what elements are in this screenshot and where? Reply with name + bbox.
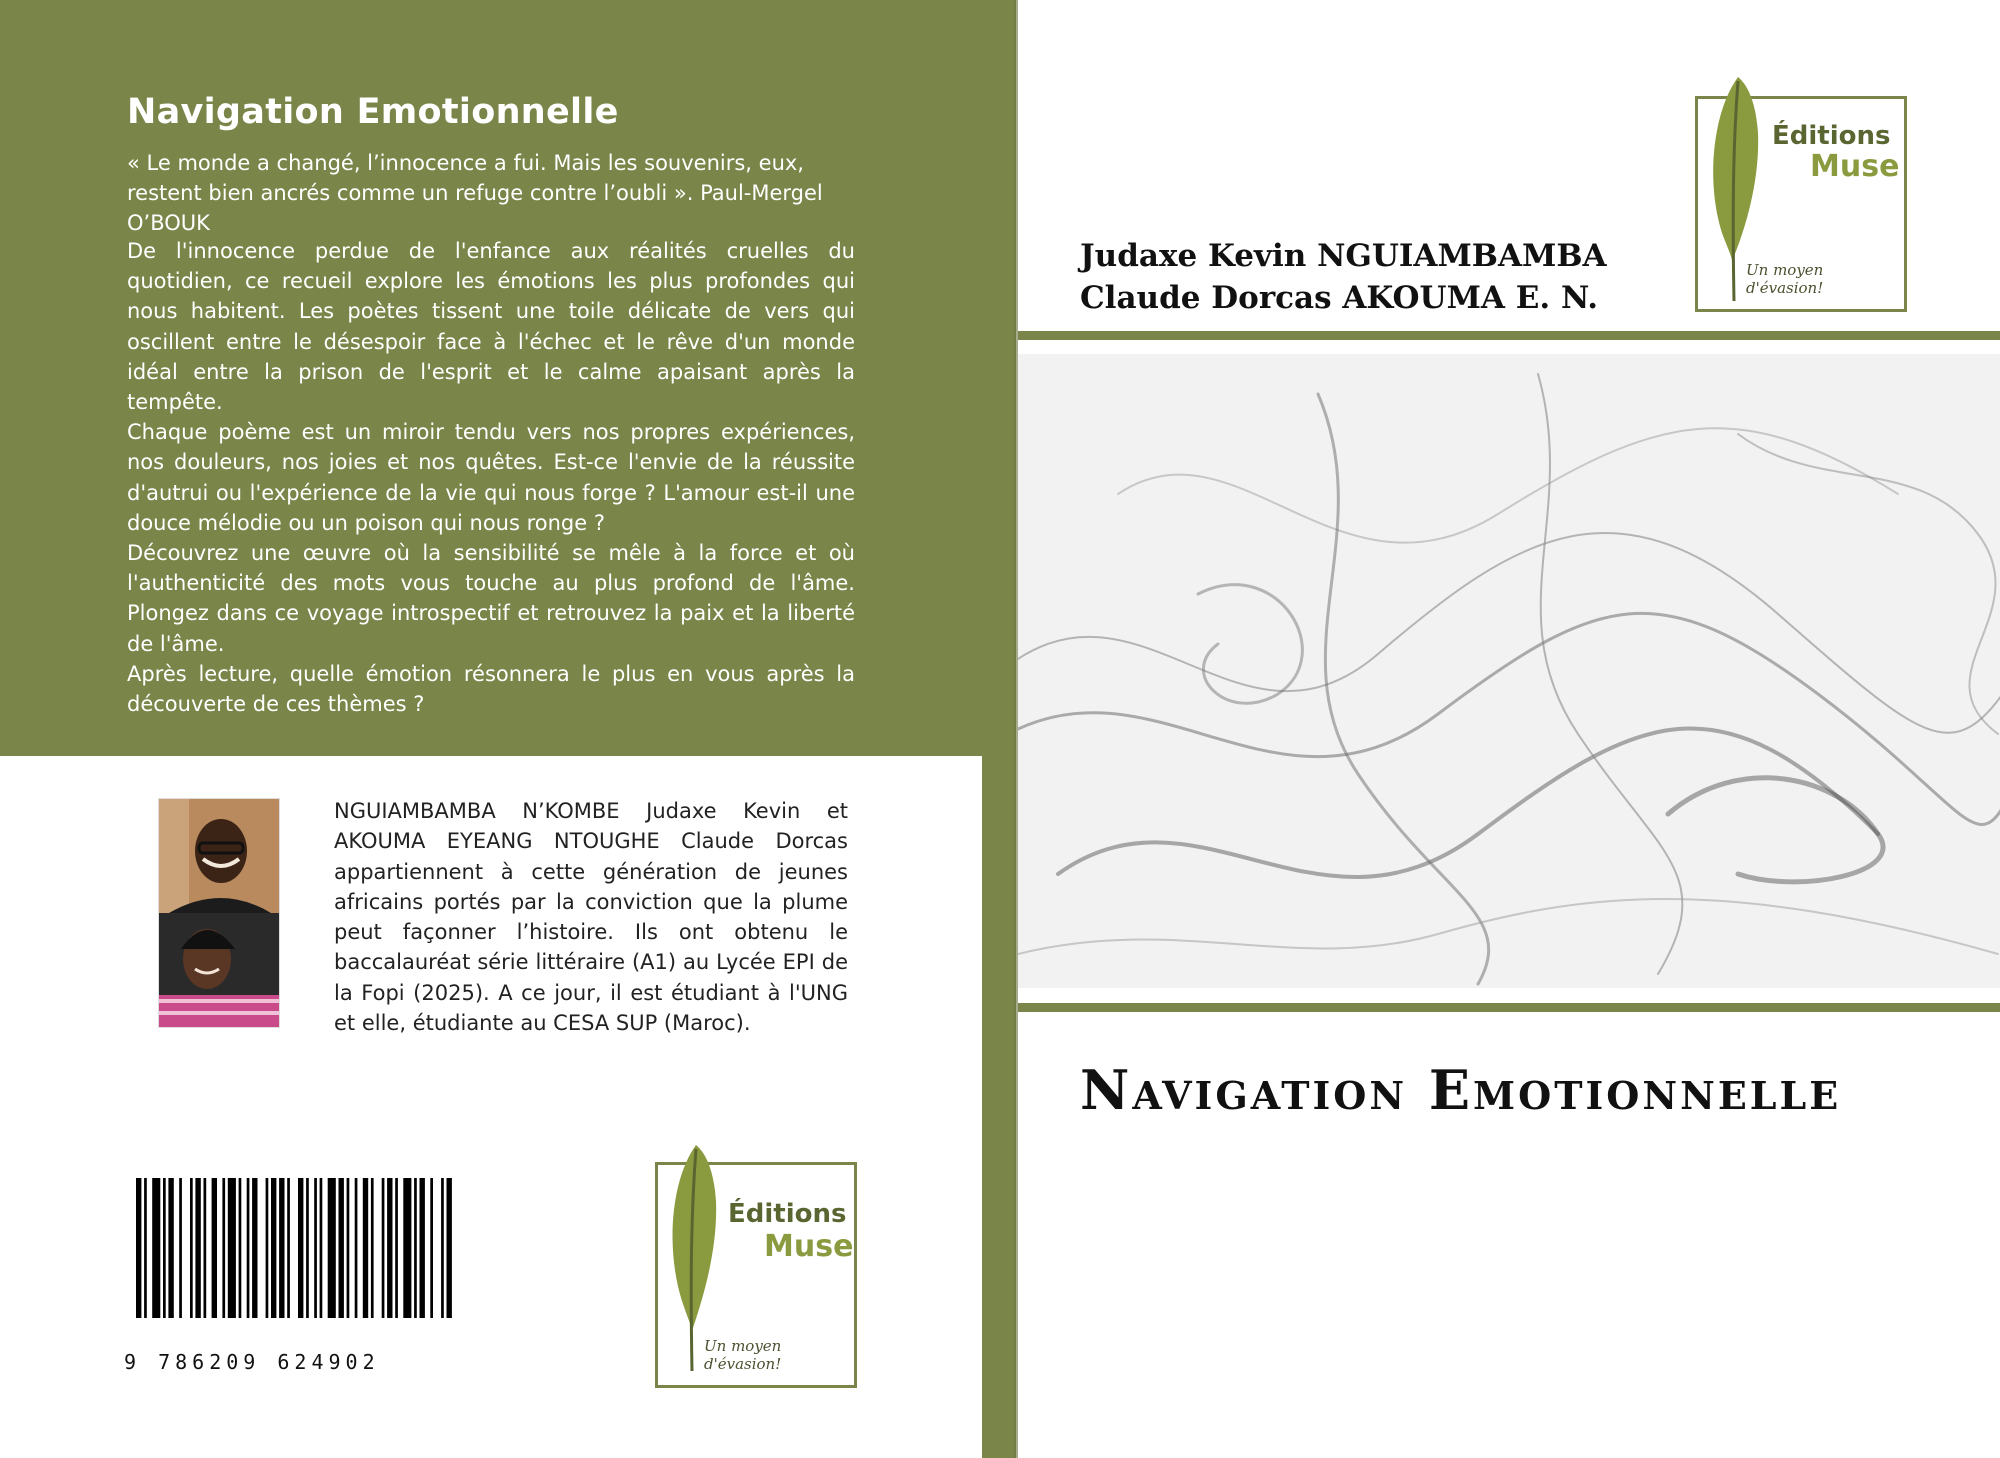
barcode-bar [441,1178,444,1318]
smoke-illustration [1018,354,2000,988]
barcode-bar [287,1178,290,1318]
barcode-bar [355,1178,358,1318]
barcode-bar [328,1178,336,1318]
barcode-bar [271,1178,276,1318]
blurb-paragraph: Après lecture, quelle émotion résonnera le plus en vous après la découverte de ces thèmes ? [127,661,855,717]
barcode-bar [195,1178,200,1318]
barcode-bar [204,1178,207,1318]
barcode-bar [320,1178,323,1318]
barcode-bar [239,1178,242,1318]
barcode-bar [382,1178,385,1318]
barcode-bar [179,1178,182,1318]
publisher-tagline: Un moyen d'évasion! [704,1337,782,1373]
isbn-barcode [134,1178,454,1318]
barcode-bar [387,1178,392,1318]
barcode-bar [266,1178,269,1318]
blurb-paragraph: Découvrez une œuvre où la sensibilité se mêle à la force et où l'authenticité des mots vous touche au plus profond de l'âme. Plongez dans ce voyage introspectif et retrouvez la paix et la liberté de l'âme. [127,541,855,656]
barcode-bar [136,1178,141,1318]
barcode-bar [395,1178,398,1318]
barcode-bar [314,1178,317,1318]
publisher-name-line2: Muse [1810,149,1900,184]
barcode-bar [363,1178,368,1318]
barcode-bar [306,1178,309,1318]
divider-bottom [1018,1003,2000,1012]
barcode-bar [420,1178,425,1318]
blurb-paragraph: Chaque poème est un miroir tendu vers nos propres expériences, nos douleurs, nos joies et nos quêtes. Est-ce l'envie de la réussite d'autrui ou l'expérience de la vie qui nous forge ? L'amour est-il une douce mélodie ou un poison qui nous ronge ? [127,420,855,535]
barcode-bar [279,1178,284,1318]
barcode-bar [252,1178,257,1318]
barcode-bar [403,1178,411,1318]
barcode-bar [414,1178,417,1318]
barcode-bar [190,1178,193,1318]
author-face-1 [195,819,247,883]
barcode-bar [371,1178,374,1318]
blurb-paragraph: De l'innocence perdue de l'enfance aux réalités cruelles du quotidien, ce recueil explore les émotions les plus profondes qui nous habitent. Les poètes tissent une toile délicate de vers qui oscillent entre le désespoir face à l'échec et le rêve d'un monde idéal entre la prison de l'esprit et le calme apaisant après la tempête. [127,239,855,415]
barcode-bar [212,1178,217,1318]
barcode-bar [152,1178,160,1318]
author-photos [158,798,280,1028]
back-cover-title: Navigation Emotionnelle [127,92,619,132]
publisher-logo [1695,96,1907,312]
author-name: Claude Dorcas AKOUMA E. N. [1080,280,1599,316]
back-cover-blurb [127,236,855,719]
barcode-bar [222,1178,225,1318]
barcode-bar [247,1178,250,1318]
isbn-number: 9 786209 624902 [124,1350,380,1374]
barcode-bar [339,1178,344,1318]
barcode-bar [144,1178,147,1318]
author-name: Judaxe Kevin NGUIAMBAMBA [1080,238,1607,274]
barcode-bar [163,1178,166,1318]
publisher-name-line1: Éditions [1772,121,1891,151]
publisher-tagline: Un moyen d'évasion! [1746,261,1824,297]
publisher-name-line1: Éditions [728,1199,847,1229]
front-cover-title: Navigation Emotionnelle [1080,1058,1842,1122]
barcode-bar [347,1178,350,1318]
divider-top [1018,331,2000,340]
barcode-bar [430,1178,433,1318]
publisher-name-line2: Muse [764,1229,854,1264]
front-cover-authors [1080,235,1607,319]
barcode-bar [168,1178,173,1318]
publisher-logo [655,1162,857,1388]
barcode-bar [228,1178,236,1318]
back-cover-quote: « Le monde a changé, l’innocence a fui. Mais les souvenirs, eux, restent bien ancrés comme un refuge contre l’oubli ». Paul-Mergel O’BOUK [127,151,823,235]
barcode-bar [298,1178,303,1318]
author-biography: NGUIAMBAMBA N’KOMBE Judaxe Kevin et AKOUMA EYEANG NTOUGHE Claude Dorcas appartiennent à cette génération de jeunes africains portés par la conviction que la plume peut façonner l’histoire. Ils ont obtenu le baccalauréat série littéraire (A1) au Lycée EPI de la Fopi (2025). A ce jour, il est étudiant à l'UNG et elle, étudiante au CESA SUP (Maroc). [334,799,848,1036]
spine [982,756,1016,1458]
barcode-bar [447,1178,452,1318]
